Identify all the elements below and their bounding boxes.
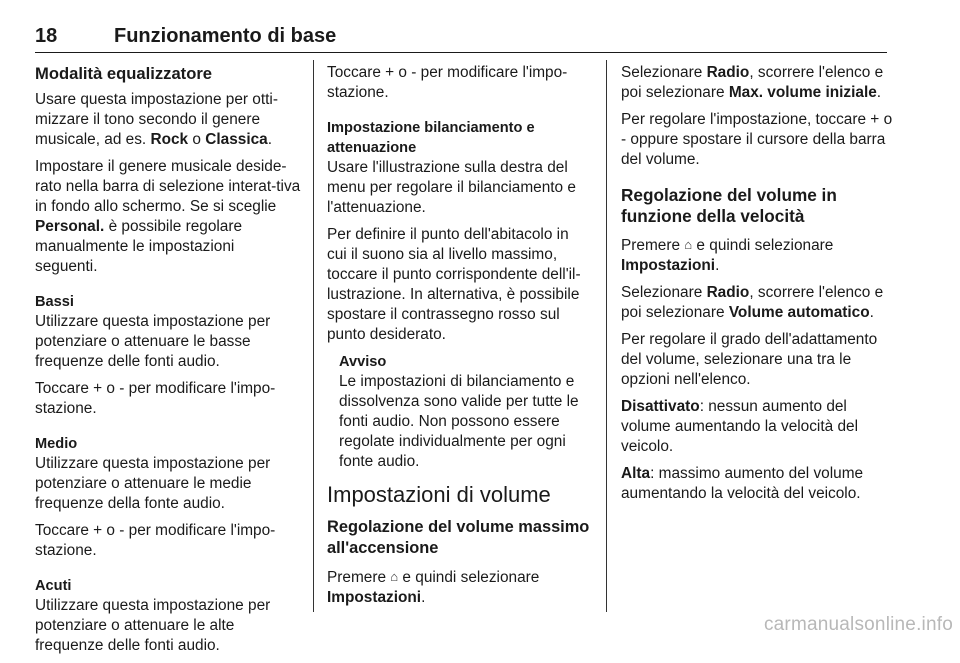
paragraph-select-radio-2: Selezionare Radio, scorrere l'elenco e poi selezionare Volume automatico. xyxy=(621,284,884,321)
paragraph-medio: Utilizzare questa impostazione per potenziare o attenuare le medie frequenze della fonte audio. xyxy=(35,455,271,512)
paragraph-balance: Usare l'illustrazione sulla destra del menu per regolare il bilanciamento e l'attenuazione. xyxy=(327,159,576,216)
heading-speed-volume: Regolazione del volume in funzione della velocità xyxy=(621,185,837,226)
paragraph-acuti: Utilizzare questa impostazione per potenziare o attenuare le alte frequenze delle fonti audio. xyxy=(35,597,271,654)
paragraph-balance-point: Per definire il punto dell'abitacolo in cui il suono sia al livello massimo, toccare il punto corrispondente dell'il-lustrazione. In alternativa, è possibile spostare il contrassegno rosso sul punto desiderato. xyxy=(327,226,581,343)
paragraph-touch: Toccare + o - per modificare l'impo-stazione. xyxy=(327,64,568,101)
home-icon: ⌂ xyxy=(684,237,693,252)
paragraph-equalizer-intro: Usare questa impostazione per otti-mizzare il tono secondo il genere musicale, ad es. Rock o Classica. xyxy=(35,91,278,148)
heading-volume-settings: Impostazioni di volume xyxy=(327,482,551,507)
subheading-medio: Medio xyxy=(35,436,78,452)
paragraph-equalizer-genre: Impostare il genere musicale deside-rato nella barra di selezione interat-tiva in fondo allo schermo. Se si sceglie Personal. è possibile regolare manualmente le impostazioni seguenti. xyxy=(35,158,301,275)
subheading-acuti: Acuti xyxy=(35,578,72,594)
page-header xyxy=(35,22,887,53)
paragraph-adaptation: Per regolare il grado dell'adattamento del volume, selezionare una tra le opzioni nell'elenco. xyxy=(621,331,878,388)
heading-max-volume: Regolazione del volume massimo all'accensione xyxy=(327,518,590,557)
heading-equalizer: Modalità equalizzatore xyxy=(35,64,213,83)
note-heading: Avviso xyxy=(339,354,387,370)
page-title: Funzionamento di base xyxy=(114,25,337,47)
home-icon: ⌂ xyxy=(390,569,399,584)
paragraph-premere-1: Premere ⌂ e quindi selezionare Impostazioni. xyxy=(327,569,540,606)
note-text: Le impostazioni di bilanciamento e dissolvenza sono valide per tutte le fonti audio. Non possono essere regolate individualmente per ogni fonte audio. xyxy=(339,373,579,470)
note-box xyxy=(339,352,591,472)
paragraph-medio-touch: Toccare + o - per modificare l'impo-stazione. xyxy=(35,522,276,559)
column-divider-1 xyxy=(313,60,314,612)
paragraph-bassi: Utilizzare questa impostazione per potenziare o attenuare le basse frequenze delle fonti audio. xyxy=(35,313,271,370)
paragraph-alta: Alta: massimo aumento del volume aumentando la velocità del veicolo. xyxy=(621,465,864,502)
paragraph-bassi-touch: Toccare + o - per modificare l'impo-stazione. xyxy=(35,380,276,417)
paragraph-select-radio-1: Selezionare Radio, scorrere l'elenco e poi selezionare Max. volume iniziale. xyxy=(621,64,884,101)
column-2 xyxy=(327,63,591,615)
watermark: carmanualsonline.info xyxy=(763,614,953,635)
page-number: 18 xyxy=(35,25,58,47)
paragraph-premere-2: Premere ⌂ e quindi selezionare Impostazioni. xyxy=(621,237,834,274)
column-1 xyxy=(35,63,301,663)
paragraph-adjust: Per regolare l'impostazione, toccare + o - oppure spostare il cursore della barra del volume. xyxy=(621,111,893,168)
subheading-bassi: Bassi xyxy=(35,294,74,310)
column-3 xyxy=(621,63,893,511)
column-divider-2 xyxy=(606,60,607,612)
subheading-balance: Impostazione bilanciamento e attenuazione xyxy=(327,120,535,156)
paragraph-disattivato: Disattivato: nessun aumento del volume aumentando la velocità del veicolo. xyxy=(621,398,858,455)
